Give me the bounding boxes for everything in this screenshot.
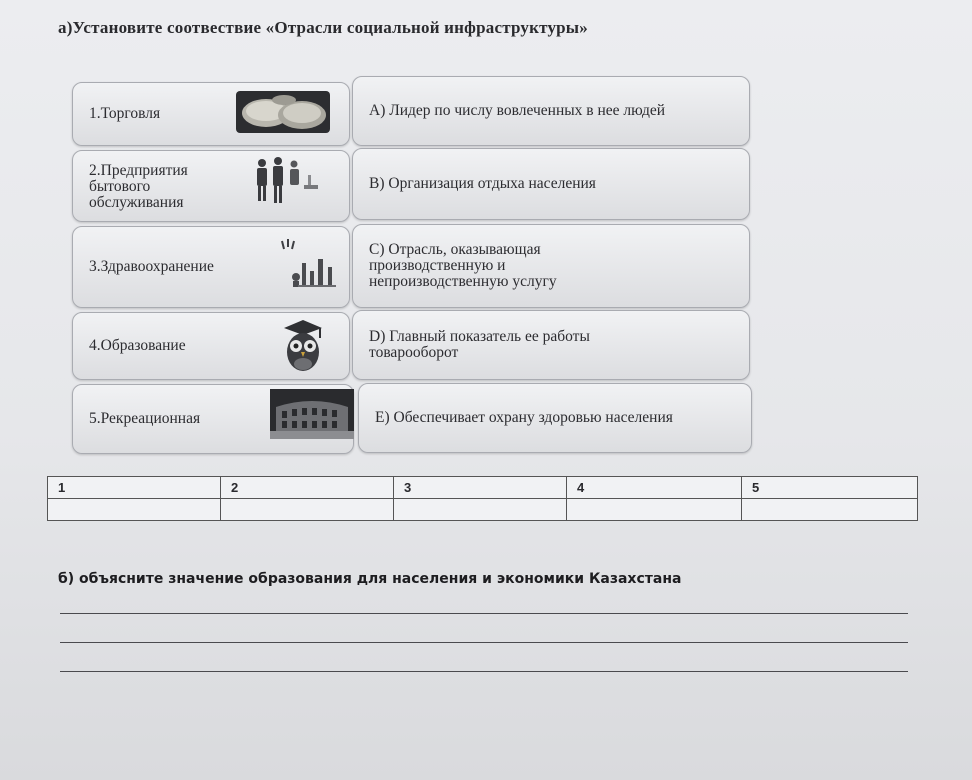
answer-input-cell[interactable] — [742, 499, 918, 521]
answer-input-cell[interactable] — [48, 499, 221, 521]
people-image — [248, 155, 326, 211]
colosseum-image — [270, 389, 354, 439]
description-label: А) Лидер по числу вовлеченных в нее людей — [369, 102, 665, 119]
answer-line[interactable] — [60, 642, 908, 643]
task-b-question: б) объясните значение образования для населения и экономики Казахстана — [58, 571, 682, 587]
description-card-d — [352, 310, 750, 380]
answer-table — [47, 476, 918, 521]
answer-header-cell: 2 — [221, 477, 394, 499]
answer-header-cell: 5 — [742, 477, 918, 499]
description-label: D) Главный показатель ее работы товарооборот — [369, 328, 590, 361]
answer-line[interactable] — [60, 613, 908, 614]
branch-label: 5.Рекреационная — [89, 410, 201, 427]
description-card-a — [352, 76, 750, 146]
description-label: С) Отрасль, оказывающая производственную и непроизводственную услугу — [369, 241, 557, 290]
answer-table-header-row — [48, 477, 918, 499]
description-card-e — [358, 383, 752, 453]
branch-label: 4.Образование — [89, 337, 186, 354]
coins-image — [236, 91, 330, 133]
description-card-b — [352, 148, 750, 220]
answer-line[interactable] — [60, 671, 908, 672]
branch-label: 1.Торговля — [89, 105, 161, 122]
branch-label: 2.Предприятия бытового обслуживания — [89, 162, 188, 211]
answer-table-input-row — [48, 499, 918, 521]
description-card-c — [352, 224, 750, 308]
task-a-title: а)Установите соотвествие «Отрасли социальной инфраструктуры» — [58, 18, 588, 37]
owl-image — [280, 316, 326, 374]
answer-header-cell: 4 — [567, 477, 742, 499]
answer-input-cell[interactable] — [394, 499, 567, 521]
answer-input-cell[interactable] — [221, 499, 394, 521]
answer-header-cell: 3 — [394, 477, 567, 499]
description-label: В) Организация отдыха населения — [369, 175, 596, 192]
branch-label: 3.Здравоохранение — [89, 258, 214, 275]
description-label: Е) Обеспечивает охрану здоровью населения — [375, 409, 673, 426]
medical-image — [276, 233, 342, 295]
answer-header-cell: 1 — [48, 477, 221, 499]
answer-input-cell[interactable] — [567, 499, 742, 521]
